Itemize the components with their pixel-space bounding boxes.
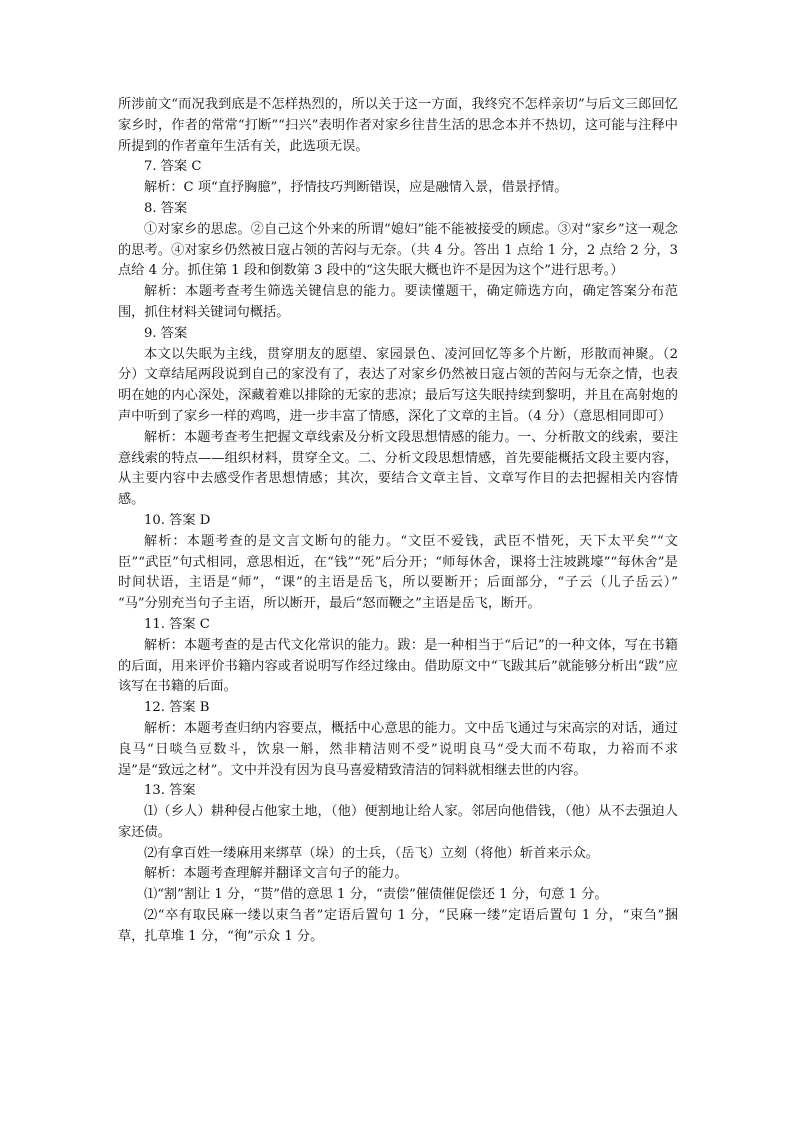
answer-10-heading: 10. 答案 D [144,512,211,528]
answer-7-heading: 7. 答案 C [144,159,202,175]
paragraph-intro-continuation: 所涉前文“而况我到底是不怎样热烈的，所以关于这一方面，我终究不怎样亲切”与后文三郎回忆家乡时，作者的常常“打断”“扫兴”表明作者对家乡往昔生活的思念本并不热切，这可能与注释中所提到的作者童年生活有关，此选项无误。 [118,97,678,154]
answer-9-analysis: 解析：本题考查考生把握文章线索及分析文段思想情感的能力。一、分析散文的线索，要注意线索的特点——组织材料，贯穿全文。二、分析文段思想情感，首先要能概括文段主要内容，从主要内容中去感受作者思想情感；其次，要结合文章主旨、文章写作目的去把握相关内容情感。 [118,429,678,508]
answer-7-analysis: 解析：C 项“直抒胸臆”，抒情技巧判断错误，应是融情入景，借景抒情。 [144,180,568,196]
answer-13-heading: 13. 答案 [144,783,196,799]
answer-9-content: 本文以失眠为主线，贯穿朋友的愿望、家园景色、凌河回忆等多个片断，形散而神聚。（2 分）文章结尾两段说到自己的家没有了，表达了对家乡仍然被日寇占领的苦闷与无奈之情，也表明在她的内心深处，深藏着难以排除的无家的悲凉；最后写这失眠持续到黎明，并且在高射炮的声中听到了家乡一样的鸡鸣，进一步丰富了情感，深化了文章的主旨。（4 分）（意思相同即可） [118,346,678,424]
answer-9-heading: 9. 答案 [144,325,188,341]
answer-13-scoring-2: ⑵“卒有取民麻一缕以束刍者”定语后置句 1 分，“民麻一缕”定语后置句 1 分，“束刍”捆草，扎草堆 1 分，“徇”示众 1 分。 [118,908,678,944]
answer-11-heading: 11. 答案 C [144,616,210,632]
answer-8-analysis: 解析：本题考查考生筛选关键信息的能力。要读懂题干，确定筛选方向，确定答案分布范围，抓住材料关键词句概括。 [118,284,678,320]
answer-13-analysis: 解析：本题考查理解并翻译文言句子的能力。 [144,866,408,882]
answer-10-analysis: 解析：本题考查的是文言文断句的能力。“文臣不爱钱，武臣不惜死，天下太平矣”“文臣”“武臣”句式相同，意思相近，在“钱”“死”后分开；“师每休舍，课将士注坡跳壕”“每休舍”是时间状语，主语是“师”，“课”的主语是岳飞，所以要断开；后面部分，“子云（儿子岳云）” “马”分别充当句子主语，所以断开，最后“怒而鞭之”主语是岳飞，断开。 [118,533,678,612]
answer-13-translation-2: ⑵有拿百姓一缕麻用来绑草（垛）的士兵，（岳飞）立刻（将他）斩首来示众。 [144,845,599,861]
answer-8-content: ①对家乡的思虑。②自己这个外来的所谓“媳妇”能不能被接受的顾虑。③对“家乡”这一观念的思考。④对家乡仍然被日寇占领的苦闷与无奈。（共 4 分。答出 1 点给 1 分，2 点给 2 分，3 点给 4 分。抓住第 1 段和倒数第 3 段中的“这失眠大概也许不是因为这个”进行思考。） [118,221,678,279]
answer-8-heading: 8. 答案 [144,200,188,216]
answer-13-translation-1: ⑴（乡人）耕种侵占他家土地，（他）便割地让给人家。邻居向他借钱，（他）从不去强迫人家还债。 [118,804,678,840]
answer-12-heading: 12. 答案 B [144,700,210,716]
document-page [118,95,678,948]
answer-13-scoring-1: ⑴“割”割让 1 分，“贳”借的意思 1 分，“责偿”催债催促偿还 1 分，句意 1 分。 [144,887,608,903]
answer-12-analysis: 解析：本题考查归纳内容要点，概括中心意思的能力。文中岳飞通过与宋高宗的对话，通过良马“日啖刍豆数斗，饮泉一斛，然非精洁则不受”说明良马“受大而不苟取，力裕而不求逞”是“致远之材”。文中并没有因为良马喜爱精致清洁的饲料就相继去世的内容。 [118,720,678,778]
answer-11-analysis: 解析：本题考查的是古代文化常识的能力。跋：是一种相当于“后记”的一种文体，写在书籍的后面，用来评价书籍内容或者说明写作经过缘由。借助原文中“飞跋其后”就能够分析出“跋”应该写在书籍的后面。 [118,637,678,695]
